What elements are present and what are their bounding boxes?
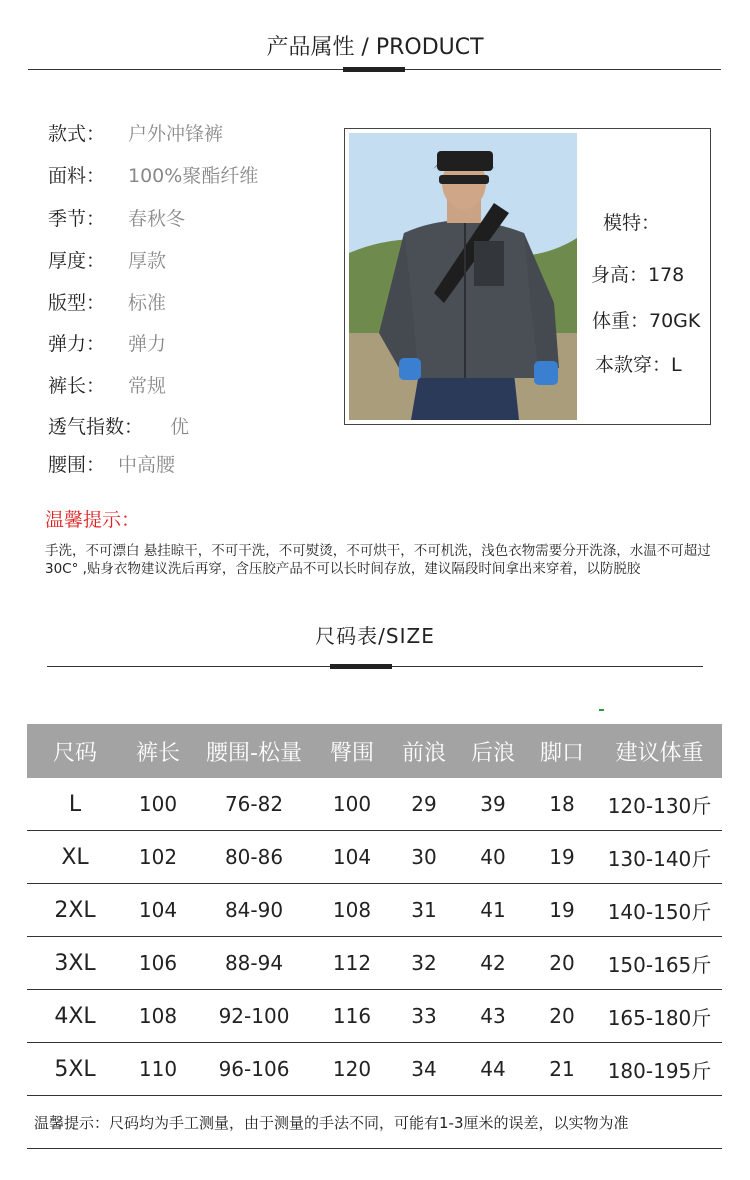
table-cell: 42 <box>459 937 527 990</box>
table-cell: 5XL <box>27 1043 123 1096</box>
table-cell: 112 <box>315 937 389 990</box>
attribute-label: 裤长： <box>48 375 106 397</box>
table-cell: 120-130斤 <box>597 778 722 831</box>
attribute-row <box>48 246 167 273</box>
product-title-accent <box>343 67 405 72</box>
table-cell: 39 <box>459 778 527 831</box>
table-cell: 40 <box>459 831 527 884</box>
table-cell: 96-106 <box>193 1043 315 1096</box>
model-weight: 体重：70GK <box>592 310 701 332</box>
table-cell: 150-165斤 <box>597 937 722 990</box>
attribute-value: 中高腰 <box>118 454 176 476</box>
table-cell: 104 <box>123 884 193 937</box>
table-cell: 180-195斤 <box>597 1043 722 1096</box>
table-cell: 20 <box>527 937 597 990</box>
attribute-value: 优 <box>170 416 190 438</box>
table-row <box>27 937 722 990</box>
table-row <box>27 1043 722 1096</box>
table-cell: 92-100 <box>193 990 315 1043</box>
model-height: 身高：178 <box>591 264 685 286</box>
column-header: 建议体重 <box>597 724 722 778</box>
green-mark <box>599 709 604 711</box>
table-cell: 29 <box>389 778 459 831</box>
attribute-label: 季节： <box>48 208 106 230</box>
size-section-title: 尺码表/SIZE <box>315 624 435 648</box>
table-cell: 84-90 <box>193 884 315 937</box>
model-size: 本款穿：L <box>595 354 682 376</box>
table-cell: 31 <box>389 884 459 937</box>
table-cell: 100 <box>315 778 389 831</box>
table-cell: 80-86 <box>193 831 315 884</box>
table-cell: 130-140斤 <box>597 831 722 884</box>
table-cell: 21 <box>527 1043 597 1096</box>
column-header: 腰围-松量 <box>193 724 315 778</box>
attribute-value: 弹力 <box>128 333 167 355</box>
attribute-label: 腰围： <box>48 454 106 476</box>
care-tips-body: 手洗，不可漂白 悬挂晾干，不可干洗，不可熨烫，不可烘干，不可机洗，浅色衣物需要分开洗涤，水温不可超过30C° ,贴身衣物建议洗后再穿，含压胶产品不可以长时间存放，建议隔段时间拿出来穿着，以防脱胶 <box>45 543 711 577</box>
care-tips-title: 温馨提示： <box>45 509 141 531</box>
attribute-row <box>48 161 259 188</box>
size-table <box>27 724 722 1096</box>
table-cell: 4XL <box>27 990 123 1043</box>
table-cell: 104 <box>315 831 389 884</box>
model-card <box>344 128 711 425</box>
table-cell: L <box>27 778 123 831</box>
attribute-row <box>48 371 167 398</box>
size-footnote: 温馨提示：尺码均为手工测量，由于测量的手法不同，可能有1-3厘米的误差，以实物为准 <box>34 1114 629 1132</box>
table-cell: 33 <box>389 990 459 1043</box>
table-cell: 30 <box>389 831 459 884</box>
table-cell: XL <box>27 831 123 884</box>
table-cell: 120 <box>315 1043 389 1096</box>
table-row <box>27 778 722 831</box>
model-illustration <box>349 133 577 420</box>
table-cell: 19 <box>527 831 597 884</box>
attribute-row <box>48 119 224 146</box>
attribute-value: 春秋冬 <box>128 208 186 230</box>
table-cell: 32 <box>389 937 459 990</box>
column-header: 脚口 <box>527 724 597 778</box>
column-header: 尺码 <box>27 724 123 778</box>
product-section-title: 产品属性 / PRODUCT <box>266 35 484 60</box>
attribute-label: 面料： <box>48 165 106 187</box>
table-cell: 3XL <box>27 937 123 990</box>
table-cell: 165-180斤 <box>597 990 722 1043</box>
table-cell: 102 <box>123 831 193 884</box>
table-row <box>27 884 722 937</box>
table-cell: 2XL <box>27 884 123 937</box>
attribute-row <box>48 450 176 477</box>
table-cell: 19 <box>527 884 597 937</box>
table-cell: 88-94 <box>193 937 315 990</box>
attribute-row <box>48 329 167 356</box>
table-cell: 34 <box>389 1043 459 1096</box>
table-cell: 108 <box>123 990 193 1043</box>
attribute-row <box>48 288 167 315</box>
table-cell: 100 <box>123 778 193 831</box>
attribute-label: 款式： <box>48 123 106 145</box>
table-cell: 76-82 <box>193 778 315 831</box>
table-cell: 108 <box>315 884 389 937</box>
footer-rule <box>27 1148 722 1149</box>
column-header: 后浪 <box>459 724 527 778</box>
column-header: 裤长 <box>123 724 193 778</box>
model-heading: 模特： <box>603 212 661 234</box>
table-row <box>27 990 722 1043</box>
attribute-label: 厚度： <box>48 250 106 272</box>
column-header: 臀围 <box>315 724 389 778</box>
size-title-accent <box>330 664 392 669</box>
table-cell: 106 <box>123 937 193 990</box>
attribute-value: 100%聚酯纤维 <box>128 165 259 187</box>
table-cell: 18 <box>527 778 597 831</box>
attribute-row <box>48 204 186 231</box>
attribute-label: 透气指数： <box>48 416 144 438</box>
model-photo <box>349 133 577 420</box>
attribute-value: 厚款 <box>128 250 167 272</box>
table-cell: 44 <box>459 1043 527 1096</box>
attribute-value: 常规 <box>128 375 167 397</box>
table-cell: 20 <box>527 990 597 1043</box>
table-cell: 116 <box>315 990 389 1043</box>
table-row <box>27 831 722 884</box>
table-cell: 41 <box>459 884 527 937</box>
column-header: 前浪 <box>389 724 459 778</box>
attribute-label: 弹力： <box>48 333 106 355</box>
size-table-header <box>27 724 722 778</box>
attribute-row <box>48 412 190 439</box>
table-cell: 110 <box>123 1043 193 1096</box>
table-cell: 140-150斤 <box>597 884 722 937</box>
attribute-value: 户外冲锋裤 <box>128 123 224 145</box>
table-cell: 43 <box>459 990 527 1043</box>
attribute-value: 标准 <box>128 292 167 314</box>
attribute-label: 版型： <box>48 292 106 314</box>
